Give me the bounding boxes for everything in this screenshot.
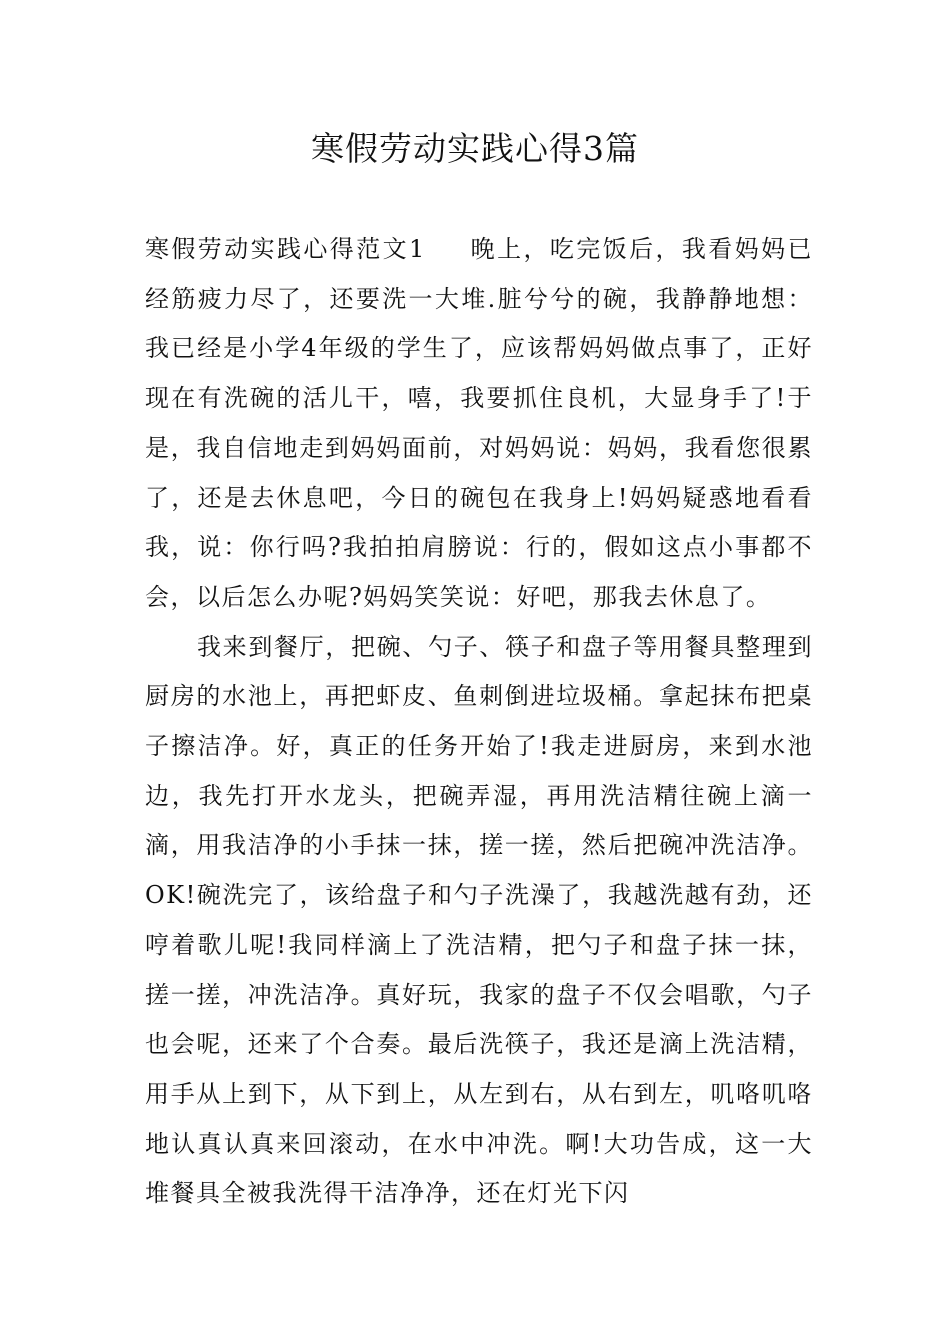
section-heading: 寒假劳动实践心得范文1 [145, 235, 426, 263]
paragraph-1 [145, 225, 813, 623]
document-body [145, 225, 813, 1219]
document-title: 寒假劳动实践心得3篇 [311, 129, 639, 168]
paragraph-2: 我来到餐厅，把碗、勺子、筷子和盘子等用餐具整理到厨房的水池上，再把虾皮、鱼刺倒进垃圾桶。拿起抹布把桌子擦洁净。好，真正的任务开始了!我走进厨房，来到水池边，我先打开水龙头，把碗弄湿，再用洗洁精往碗上滴一滴，用我洁净的小手抹一抹，搓一搓，然后把碗冲洗洁净。OK!碗洗完了，该给盘子和勺子洗澡了，我越洗越有劲，还哼着歌儿呢!我同样滴上了洗洁精，把勺子和盘子抹一抹，搓一搓，冲洗洁净。真好玩，我家的盘子不仅会唱歌，勺子也会呢，还来了个合奏。最后洗筷子，我还是滴上洗洁精，用手从上到下，从下到上，从左到右，从右到左，叽咯叽咯地认真认真来回滚动，在水中冲洗。啊!大功告成，这一大堆餐具全被我洗得干洁净净，还在灯光下闪 [145, 632, 813, 1208]
paragraph-1-text: 晚上，吃完饭后，我看妈妈已经筋疲力尽了，还要洗一大堆.脏兮兮的碗，我静静地想：我已经是小学4年级的学生了，应该帮妈妈做点事了，正好现在有洗碗的活儿干，嘻，我要抓住良机，大显身手了!于是，我自信地走到妈妈面前，对妈妈说：妈妈，我看您很累了，还是去休息吧，今日的碗包在我身上!妈妈疑惑地看看我，说：你行吗?我拍拍肩膀说：行的，假如这点小事都不会，以后怎么办呢?妈妈笑笑说：好吧，那我去休息了。 [145, 235, 813, 611]
